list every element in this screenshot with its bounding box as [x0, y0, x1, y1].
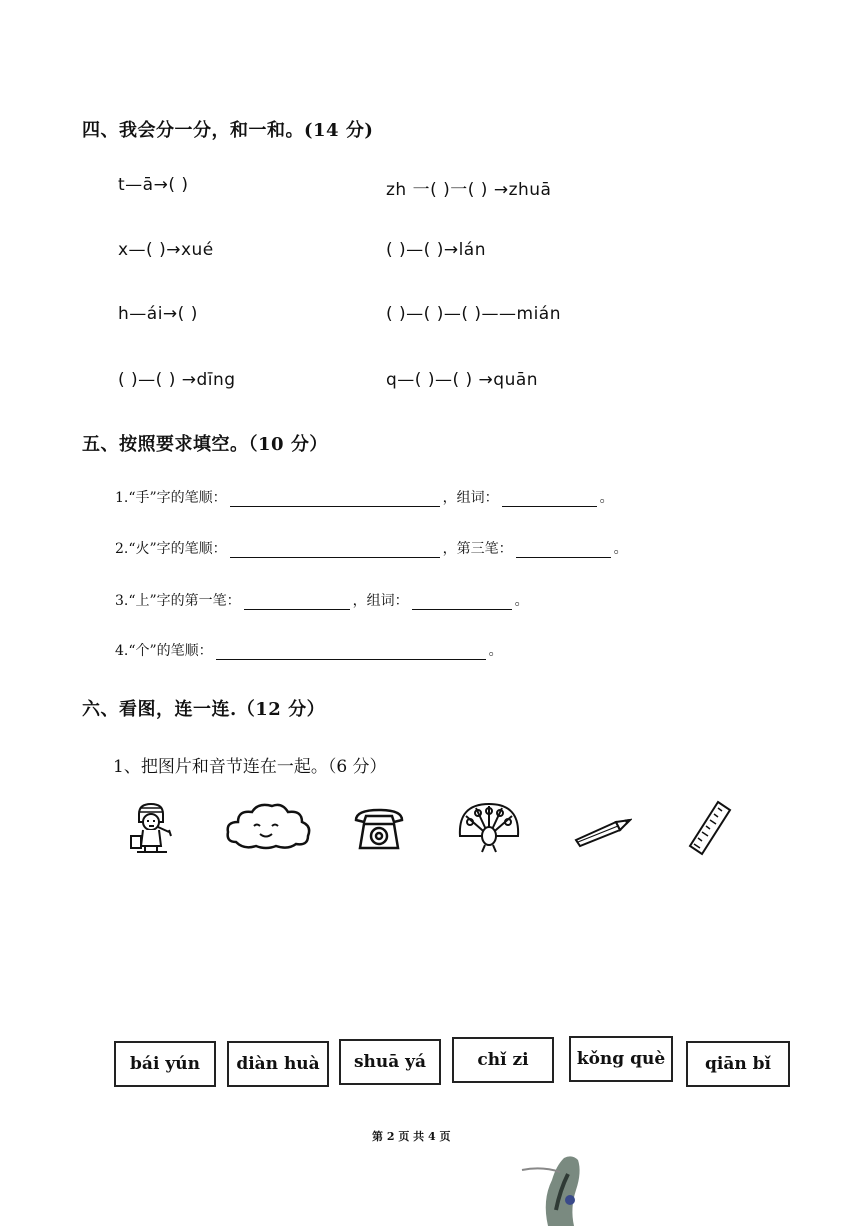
pinyin-exercise: ( )—( ) →dīng — [118, 370, 236, 390]
answer-blank[interactable] — [502, 490, 597, 507]
section-5-title: 五、按照要求填空。（10 分） — [82, 434, 328, 455]
ruler-icon[interactable] — [688, 800, 732, 856]
pinyin-card[interactable]: shuā yá — [339, 1039, 441, 1085]
question-text: ，组词： — [352, 593, 409, 609]
answer-blank[interactable] — [216, 643, 486, 660]
section-6-subtitle: 1、把图片和音节连在一起。（6 分） — [113, 757, 387, 777]
pinyin-card[interactable]: bái yún — [114, 1041, 216, 1087]
pinyin-exercise: t—ā→( ) — [118, 175, 189, 195]
pinyin-card[interactable]: qiān bǐ — [686, 1041, 790, 1087]
girl-brushing-teeth-icon[interactable] — [125, 800, 177, 856]
question-text: 3.“上”字的第一笔： — [115, 593, 241, 609]
pinyin-card[interactable]: chǐ zi — [452, 1037, 554, 1083]
pinyin-card[interactable]: diàn huà — [227, 1041, 329, 1087]
answer-blank[interactable] — [244, 593, 350, 610]
fill-question-4 — [115, 640, 503, 660]
answer-blank[interactable] — [230, 541, 440, 558]
fill-question-3 — [115, 590, 529, 610]
question-text: 。 — [514, 593, 529, 609]
pencil-icon[interactable] — [570, 814, 632, 848]
decoration-mark-icon — [512, 1150, 612, 1226]
section-4-title: 四、我会分一分，和一和。(14 分) — [82, 120, 374, 141]
question-text: 4.“个”的笔顺： — [115, 643, 213, 659]
question-text: ，第三笔： — [442, 541, 513, 557]
pinyin-exercise: ( )—( )—( )——mián — [386, 304, 561, 324]
question-text: ，组词： — [442, 490, 499, 506]
fill-question-1 — [115, 487, 614, 507]
peacock-icon[interactable] — [456, 800, 522, 854]
answer-blank[interactable] — [412, 593, 512, 610]
pinyin-exercise: zh 一( )一( ) →zhuā — [386, 180, 552, 200]
question-text: 2.“火”字的笔顺： — [115, 541, 227, 557]
pinyin-exercise: x—( )→xué — [118, 240, 214, 260]
question-text: 。 — [488, 643, 503, 659]
telephone-icon[interactable] — [352, 806, 406, 854]
fill-question-2 — [115, 538, 628, 558]
answer-blank[interactable] — [516, 541, 611, 558]
question-text: 1.“手”字的笔顺： — [115, 490, 227, 506]
page-footer: 第 2 页 共 4 页 — [372, 1130, 451, 1143]
pinyin-exercise: ( )—( )→lán — [386, 240, 486, 260]
question-text: 。 — [613, 541, 628, 557]
question-text: 。 — [599, 490, 614, 506]
cloud-icon[interactable] — [224, 800, 312, 852]
answer-blank[interactable] — [230, 490, 440, 507]
pinyin-exercise: h—ái→( ) — [118, 304, 198, 324]
section-6-title: 六、看图，连一连.（12 分） — [82, 699, 326, 720]
pinyin-card[interactable]: kǒng què — [569, 1036, 673, 1082]
pinyin-exercise: q—( )—( ) →quān — [386, 370, 539, 390]
